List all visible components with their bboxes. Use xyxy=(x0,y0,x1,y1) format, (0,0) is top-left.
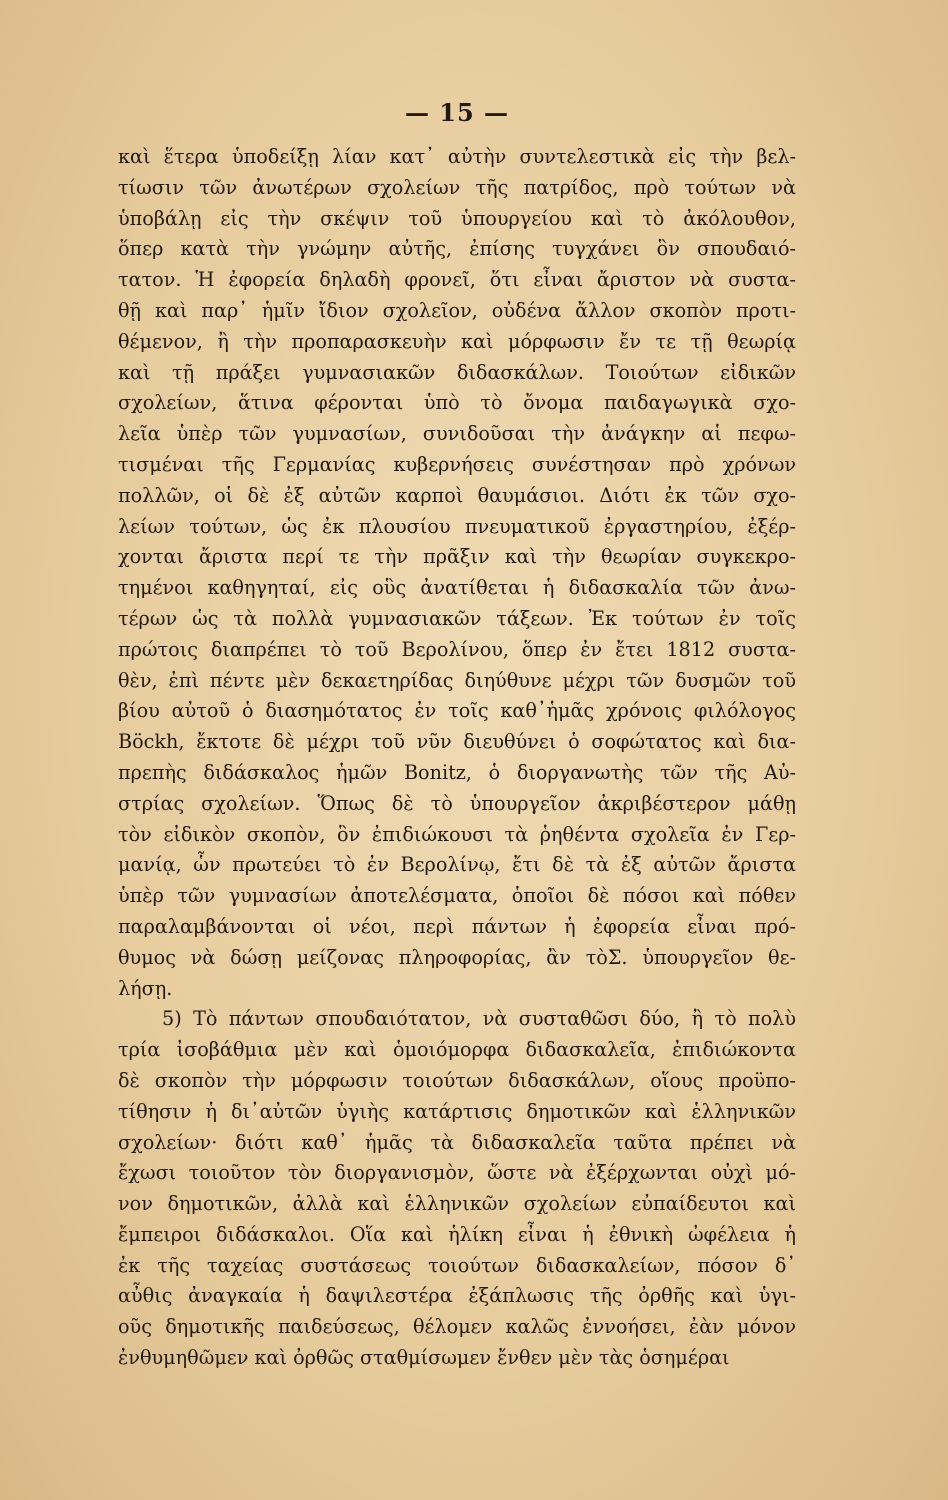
text-line: ἐκ τῆς ταχείας συστάσεως τοιούτων διδασκαλείων, πόσον δ᾽ xyxy=(118,1253,796,1277)
text-line: λήσῃ. xyxy=(118,976,173,1000)
text-line: δὲ σκοπὸν τὴν μόρφωσιν τοιούτων διδασκάλων, οἵους προϋπο- xyxy=(118,1068,796,1092)
text-line: ὑποβάλῃ εἰς τὴν σκέψιν τοῦ ὑπουργείου καὶ τὸ ἀκόλουθον, xyxy=(118,206,796,230)
text-line: θῇ καὶ παρ᾽ ἡμῖν ἴδιον σχολεῖον, οὐδένα ἄλλον σκοπὸν προτι- xyxy=(118,298,796,322)
text-line: σχολείων, ἅτινα φέρονται ὑπὸ τὸ ὄνομα παιδαγωγικὰ σχο- xyxy=(118,391,796,415)
text-line: Böckh, ἔκτοτε δὲ μέχρι τοῦ νῦν διευθύνει ὁ σοφώτατος καὶ δια- xyxy=(118,730,796,754)
text-line: ἔμπειροι διδάσκαλοι. Οἵα καὶ ἡλίκη εἶναι ἡ ἐθνικὴ ὠφέλεια ἡ xyxy=(118,1222,796,1246)
text-line: αὖθις ἀναγκαία ἡ δαψιλεστέρα ἐξάπλωσις τῆς ὀρθῆς καὶ ὑγι- xyxy=(118,1284,796,1308)
text-line: τατον. Ἡ ἐφορεία δηλαδὴ φρονεῖ, ὅτι εἶναι ἄριστον νὰ συστα- xyxy=(118,268,796,292)
text-line: τέρων ὡς τὰ πολλὰ γυμνασιακῶν τάξεων. Ἐκ τούτων ἐν τοῖς xyxy=(118,606,796,630)
text-line: πρώτοις διαπρέπει τὸ τοῦ Βερολίνου, ὅπερ ἐν ἔτει 1812 συστα- xyxy=(118,637,796,661)
text-line: ἐνθυμηθῶμεν καὶ ὀρθῶς σταθμίσωμεν ἔνθεν μὲν τὰς ὁσημέραι xyxy=(118,1346,730,1370)
text-line: βίου αὐτοῦ ὁ διασημότατος ἐν τοῖς καθ᾽ἡμᾶς χρόνοις φιλόλογος xyxy=(118,699,796,723)
text-line: καὶ ἕτερα ὑποδείξῃ λίαν κατ᾽ αὐτὴν συντελεστικὰ εἰς τὴν βελ- xyxy=(118,145,796,168)
text-line: θέμενον, ἢ τὴν προπαρασκευὴν καὶ μόρφωσιν ἔν τε τῇ θεωρίᾳ xyxy=(118,329,796,353)
text-line: χονται ἄριστα περί τε τὴν πρᾶξιν καὶ τὴν θεωρίαν συγκεκρο- xyxy=(118,545,796,569)
text-line: τίθησιν ἡ δι᾽αὐτῶν ὑγιὴς κατάρτισις δημοτικῶν καὶ ἑλληνικῶν xyxy=(118,1099,796,1123)
text-line: στρίας σχολείων. Ὅπως δὲ τὸ ὑπουργεῖον ἀκριβέστερον μάθῃ xyxy=(118,791,796,815)
text-line: λεῖα ὑπὲρ τῶν γυμνασίων, συνιδοῦσαι τὴν ἀνάγκην αἱ πεφω- xyxy=(118,422,796,446)
text-line: πρεπὴς διδάσκαλος ἡμῶν Bonitz, ὁ διοργανωτὴς τῶν τῆς Αὐ- xyxy=(118,760,796,784)
text-line: θυμος νὰ δώσῃ μείζονας πληροφορίας, ἂν τὸΣ. ὑπουργεῖον θε- xyxy=(118,945,796,969)
text-line: παραλαμβάνονται οἱ νέοι, περὶ πάντων ἡ ἐφορεία εἶναι πρό- xyxy=(118,914,796,938)
text-line: καὶ τῇ πράξει γυμνασιακῶν διδασκάλων. Τοιούτων εἰδικῶν xyxy=(118,360,796,384)
text-line: μανίᾳ, ὧν πρωτεύει τὸ ἐν Βερολίνῳ, ἔτι δὲ τὰ ἐξ αὐτῶν ἄριστα xyxy=(118,853,796,877)
text-line: ὑπὲρ τῶν γυμνασίων ἀποτελέσματα, ὁποῖοι δὲ πόσοι καὶ πόθεν xyxy=(118,884,796,908)
text-line: τρία ἰσοβάθμια μὲν καὶ ὁμοιόμορφα διδασκαλεῖα, ἐπιδιώκοντα xyxy=(118,1038,796,1062)
text-line: 5) Τὸ πάντων σπουδαιότατον, νὰ συσταθῶσι δύο, ἢ τὸ πολὺ xyxy=(162,1007,796,1031)
text-line: ἔχωσι τοιοῦτον τὸν διοργανισμὸν, ὥστε νὰ ἐξέρχωνται οὐχὶ μό- xyxy=(118,1161,796,1185)
book-page xyxy=(118,96,796,1374)
text-line: τημένοι καθηγηταί, εἰς οὓς ἀνατίθεται ἡ διδασκαλία τῶν ἀνω- xyxy=(118,576,796,600)
page-body-text xyxy=(118,142,796,1374)
text-line: πολλῶν, οἱ δὲ ἐξ αὐτῶν καρποὶ θαυμάσιοι. Διότι ἐκ τῶν σχο- xyxy=(118,483,796,507)
text-line: τὸν εἰδικὸν σκοπὸν, ὃν ἐπιδιώκουσι τὰ ῥηθέντα σχολεῖα ἐν Γερ- xyxy=(118,822,796,846)
text-line: ὅπερ κατὰ τὴν γνώμην αὐτῆς, ἐπίσης τυγχάνει ὃν σπουδαιό- xyxy=(118,237,796,261)
text-line: τισμέναι τῆς Γερμανίας κυβερνήσεις συνέστησαν πρὸ χρόνων xyxy=(118,452,796,476)
text-line: σχολείων· διότι καθ᾽ ἡμᾶς τὰ διδασκαλεῖα ταῦτα πρέπει νὰ xyxy=(118,1130,796,1154)
text-line: οῦς δημοτικῆς παιδεύσεως, θέλομεν καλῶς ἐννοήσει, ἐὰν μόνον xyxy=(118,1315,796,1339)
text-line: νον δημοτικῶν, ἀλλὰ καὶ ἑλληνικῶν σχολείων εὐπαίδευτοι καὶ xyxy=(118,1192,796,1216)
text-line: λείων τούτων, ὡς ἐκ πλουσίου πνευματικοῦ ἐργαστηρίου, ἐξέρ- xyxy=(118,514,796,538)
text-line: θὲν, ἐπὶ πέντε μὲν δεκαετηρίδας διηύθυνε μέχρι τῶν δυσμῶν τοῦ xyxy=(118,668,796,692)
text-line: τίωσιν τῶν ἀνωτέρων σχολείων τῆς πατρίδος, πρὸ τούτων νὰ xyxy=(118,175,796,199)
page-number: — 15 — xyxy=(404,98,510,127)
